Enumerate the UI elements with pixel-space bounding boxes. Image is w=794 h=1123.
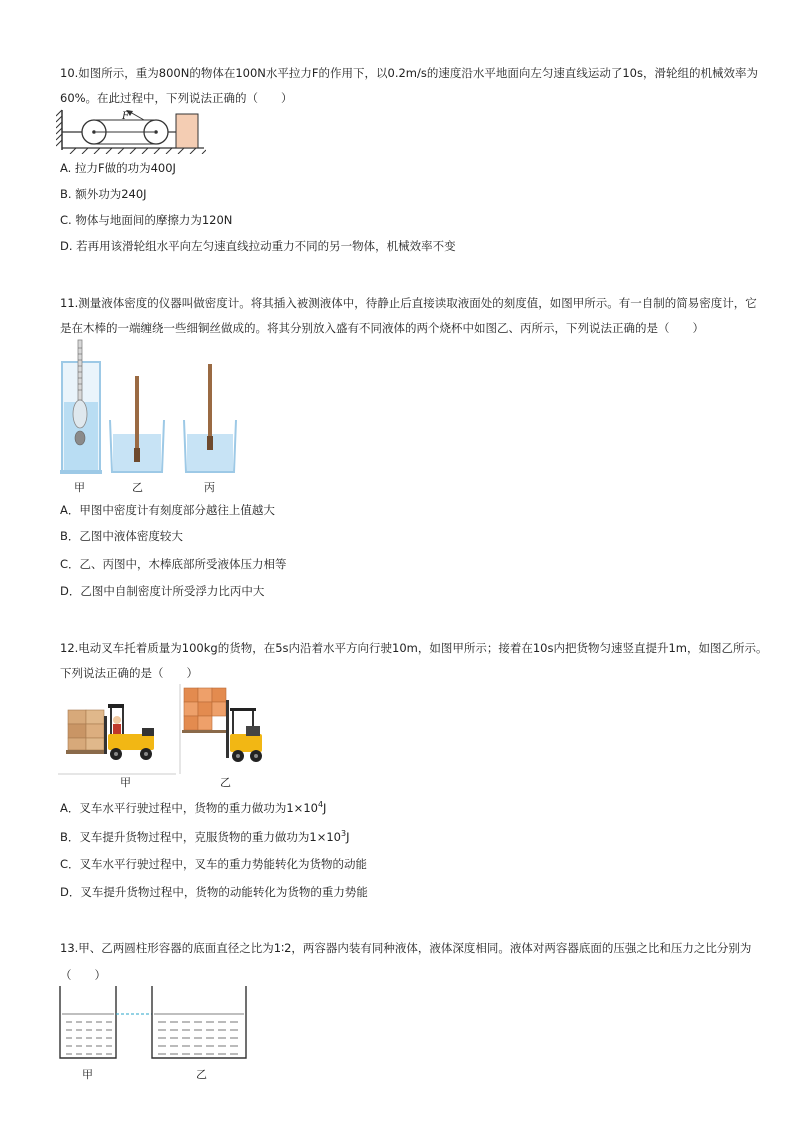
q12-forklift-figure [58, 682, 268, 790]
q11-hydrometer-figure [58, 336, 248, 496]
q12-option-c: C．叉车水平行驶过程中，叉车的重力势能转化为货物的动能 [60, 857, 368, 871]
q13-containers-figure [58, 984, 252, 1084]
q12-option-a: A．叉车水平行驶过程中，货物的重力做功为$1\times 10^4J$ [60, 800, 327, 815]
q12-label-jia: 甲 [120, 776, 131, 789]
q10-force-label: F [122, 111, 129, 122]
q11-stem-line1: 11.测量液体密度的仪器叫做密度计。将其插入被测液体中，待静止后直接读取液面处的刻度值，如图甲所示。有一自制的简易密度计，它 [60, 296, 757, 310]
q12-stem-line2: 下列说法正确的是（ ） [60, 666, 198, 680]
q10-option-c: C. 物体与地面间的摩擦力为120N [60, 213, 233, 227]
q12-option-b: B．叉车提升货物过程中，克服货物的重力做功为$1\times 10^3J$ [60, 829, 350, 844]
q12-option-d: D．叉车提升货物过程中，货物的动能转化为货物的重力势能 [60, 885, 368, 899]
q11-option-d: D．乙图中自制密度计所受浮力比丙中大 [60, 584, 265, 598]
q10-option-a: A. 拉力F做的功为400J [60, 161, 176, 175]
q10-option-b: B. 额外功为240J [60, 187, 147, 201]
q10-stem-line2: 60%。在此过程中，下列说法正确的（ ） [60, 91, 293, 105]
q11-option-c: C．乙、丙图中，木棒底部所受液体压力相等 [60, 557, 287, 571]
q10-option-d: D. 若再用该滑轮组水平向左匀速直线拉动重力不同的另一物体，机械效率不变 [60, 239, 456, 253]
q13-stem-line1: 13.甲、乙两圆柱形容器的底面直径之比为1∶2，两容器内装有同种液体，液体深度相同。液体对两容器底面的压强之比和压力之比分别为 [60, 941, 752, 955]
q13-label-jia: 甲 [82, 1068, 93, 1081]
q10-stem-line1: 10.如图所示，重为800N的物体在100N水平拉力F的作用下，以0.2m/s的速度沿水平地面向左匀速直线运动了10s，滑轮组的机械效率为 [60, 66, 758, 80]
q11-stem-line2: 是在木棒的一端缠绕一些细铜丝做成的。将其分别放入盛有不同液体的两个烧杯中如图乙、丙所示，下列说法正确的是（ ） [60, 321, 704, 335]
q13-stem-line2: （ ） [60, 968, 106, 982]
q12-label-yi: 乙 [220, 776, 231, 789]
q11-label-jia: 甲 [74, 481, 85, 494]
q13-label-yi: 乙 [196, 1068, 207, 1081]
q11-option-a: A．甲图中密度计有刻度部分越往上值越大 [60, 503, 275, 517]
q11-option-b: B．乙图中液体密度较大 [60, 529, 183, 543]
q11-label-yi: 乙 [132, 481, 143, 494]
q12-stem-line1: 12.电动叉车托着质量为100kg的货物，在5s内沿着水平方向行驶10m，如图甲所示；接着在10s内把货物匀速竖直提升1m，如图乙所示。 [60, 641, 768, 655]
q10-pulley-figure [56, 108, 206, 154]
q11-label-bing: 丙 [204, 481, 215, 494]
